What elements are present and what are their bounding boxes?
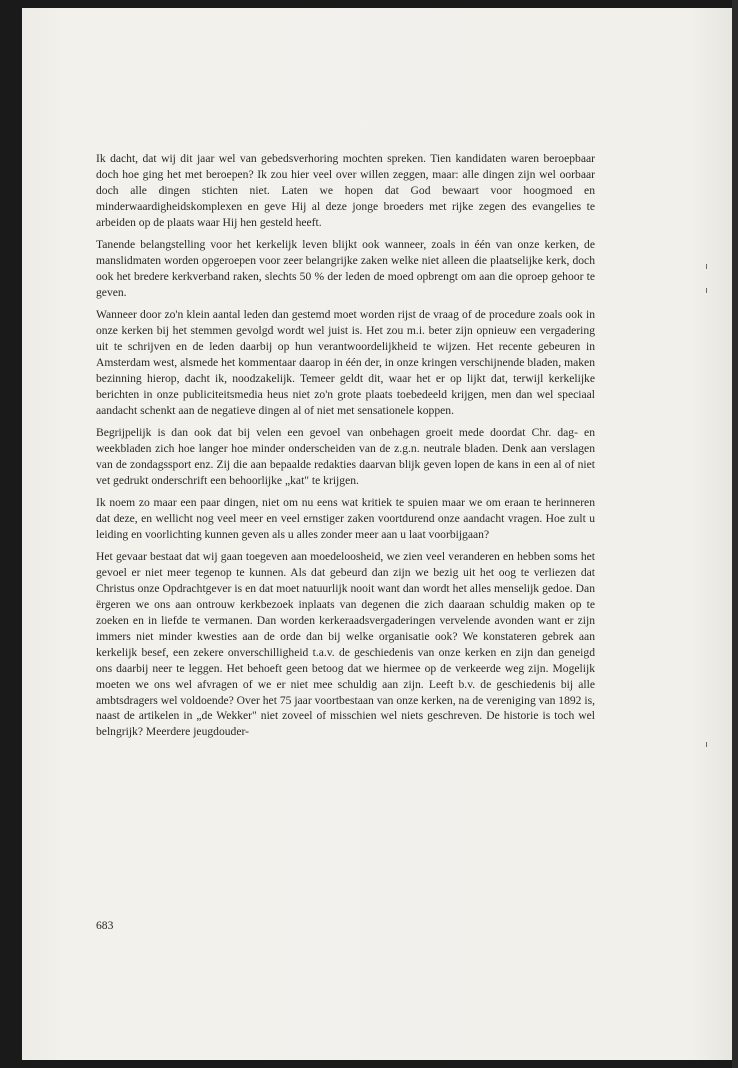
paragraph-5: Ik noem zo maar een paar dingen, niet om nu eens wat kritiek te spuien maar we om eraan te herinneren dat deze, en wellicht nog veel meer en veel ernstiger zaken voortdurend onze aandacht vragen. Hoe zult u leiding en voorlichting kunnen geven als u alles zonder meer aan u laat voorbijgaan? <box>96 496 595 541</box>
binding-edge <box>732 0 738 1068</box>
paragraph-2: Tanende belangstelling voor het kerkelijk leven blijkt ook wanneer, zoals in één van onze kerken, de manslidmaten worden opgeroepen voor zeer belangrijke zaken welke niet alleen die plaatselijke kerk, doch ook het bredere kerkverband raken, slechts 50 % der leden de moed opbrengt om aan die oproep gehoor te geven. <box>96 238 595 299</box>
page-number: 683 <box>96 919 114 932</box>
margin-mark <box>706 288 707 293</box>
margin-mark <box>706 742 707 747</box>
paragraph-1: Ik dacht, dat wij dit jaar wel van gebedsverhoring mochten spreken. Tien kandidaten waren beroepbaar doch hoe ging het met beroepen? Ik zou hier veel over willen zeggen, maar: alle dingen zijn wel oorbaar doch alle dingen stichten niet. Laten we hopen dat God bewaart voor hoogmoed en minderwaardigheidskomplexen en geve Hij al deze jonge broeders met rijke zegen des evangelies te arbeiden op de plaats waar Hij hen gesteld heeft. <box>96 152 595 229</box>
body-text <box>96 151 595 747</box>
margin-mark <box>706 264 707 269</box>
paragraph-3: Wanneer door zo'n klein aantal leden dan gestemd moet worden rijst de vraag of de procedure zoals ook in onze kerken bij het stemmen gevolgd wordt wel juist is. Het zou m.i. beter zijn opnieuw een vergadering uit te schrijven en de leden daarbij op hun verantwoordelijkheid te wijzen. Het recente gebeuren in Amsterdam west, alsmede het kommentaar daarop in één der, in onze kringen verschijnende bladen, maken bezinning hierop, dacht ik, noodzakelijk. Temeer geldt dit, waar het er op lijkt dat, terwijl kerkelijke berichten in onze publiciteitsmedia heus niet zo'n grote plaats toebedeeld krijgen, men dan wel speciaal aandacht schenkt aan de negatieve dingen al of niet met sensationele koppen. <box>96 308 595 417</box>
paragraph-6: Het gevaar bestaat dat wij gaan toegeven aan moedeloosheid, we zien veel veranderen en hebben soms het gevoel er niet meer tegenop te kunnen. Als dat gebeurd dan zijn we bezig uit het oog te verliezen dat Christus onze Opdrachtgever is en dat moet natuurlijk nooit want dan wordt het alles menselijk gedoe. Dan ërgeren we ons aan ontrouw kerkbezoek inplaats van degenen die zich daaraan schuldig maken op te zoeken en in liefde te vermanen. Dan worden kerkeraadsvergaderingen vervelende avonden want er zijn immers niet minder kwesties aan de orde dan bij welke organisatie ook? We konstateren gebrek aan kerkelijk besef, een zekere onverschilligheid t.a.v. de geschiedenis van onze kerken en zijn dan geneigd ons daarbij neer te leggen. Het behoeft geen betoog dat we hiermee op de verkeerde weg zijn. Mogelijk moeten we ons wel afvragen of we er niet mee schuldig aan zijn. Leeft b.v. de geschiedenis bij alle ambtsdragers wel voldoende? Over het 75 jaar voortbestaan van onze kerken, na de vereniging van 1892 is, naast de artikelen in „de Wekker" niet zoveel of misschien wel niets geschreven. De historie is toch wel belngrijk? Meerdere jeugdouder- <box>96 550 596 739</box>
paragraph-4: Begrijpelijk is dan ook dat bij velen een gevoel van onbehagen groeit mede doordat Chr. dag- en weekbladen zich hoe langer hoe minder onderscheiden van de z.g.n. neutrale bladen. Denk aan verslagen van de zondagssport enz. Zij die aan bepaalde redakties daarvan blijk geven lopen de kans in een al of niet vet gedrukt onderschrift een behoorlijke „kat" te krijgen. <box>96 426 595 487</box>
